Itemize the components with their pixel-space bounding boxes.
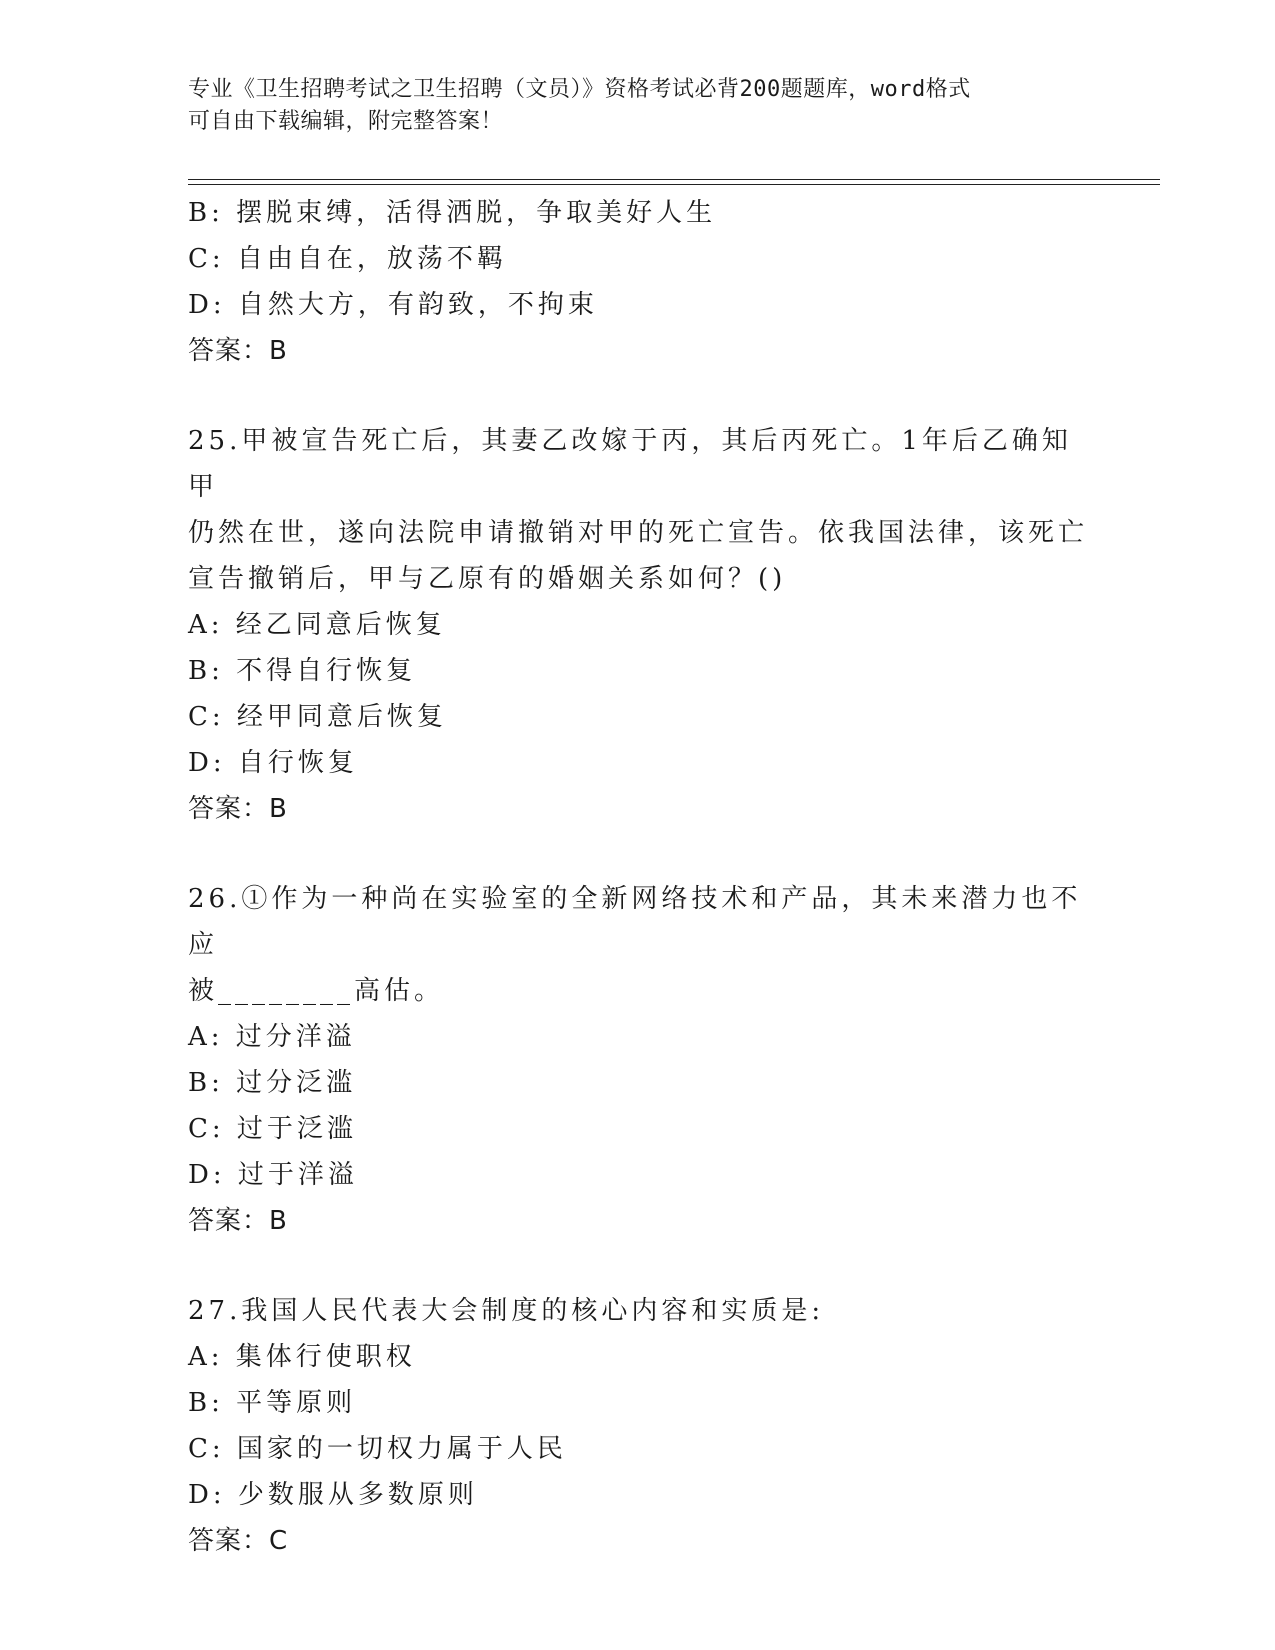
question-text-line: 27.我国人民代表大会制度的核心内容和实质是:: [188, 1296, 825, 1326]
question-text-line: 宣告撤销后，甲与乙原有的婚姻关系如何？(): [188, 564, 787, 594]
answer-line: 答案：B: [188, 794, 288, 824]
document-body: [188, 190, 1088, 1564]
question-27: [188, 1288, 1088, 1564]
question-25: [188, 418, 1088, 832]
option-b: B: 过分泛滥: [188, 1068, 357, 1098]
option-d: D: 少数服从多数原则: [188, 1480, 478, 1510]
option-a: A: 集体行使职权: [188, 1342, 416, 1372]
option-a: A: 过分洋溢: [188, 1022, 356, 1052]
option-a: A: 经乙同意后恢复: [188, 610, 446, 640]
question-text-line: 仍然在世，遂向法院申请撤销对甲的死亡宣告。依我国法律，该死亡: [188, 518, 1089, 548]
header-divider-thin: [188, 184, 1160, 185]
option-c: C: 国家的一切权力属于人民: [188, 1434, 567, 1464]
option-c: C: 经甲同意后恢复: [188, 702, 447, 732]
header-divider-thick: [188, 179, 1160, 180]
question-26: [188, 876, 1088, 1244]
answer-line: 答案：B: [188, 336, 288, 366]
header-line-2: 可自由下载编辑，附完整答案！: [188, 109, 504, 134]
option-b: B: 平等原则: [188, 1388, 357, 1418]
question-text-line: 26.①作为一种尚在实验室的全新网络技术和产品，其未来潜力也不应: [188, 884, 1082, 960]
previous-question-tail: [188, 190, 1088, 374]
answer-line: 答案：C: [188, 1526, 289, 1556]
header-line-1: 专业《卫生招聘考试之卫生招聘（文员）》资格考试必背200题题库，word格式: [188, 77, 971, 102]
answer-line: 答案：B: [188, 1206, 288, 1236]
option-c: C: 过于泛滥: [188, 1114, 357, 1144]
option-b: B: 摆脱束缚，活得洒脱，争取美好人生: [188, 198, 717, 228]
option-d: D: 自行恢复: [188, 748, 358, 778]
option-d: D: 过于洋溢: [188, 1160, 358, 1190]
option-b: B: 不得自行恢复: [188, 656, 417, 686]
question-text-line: 25.甲被宣告死亡后，其妻乙改嫁于丙，其后丙死亡。1年后乙确知甲: [188, 426, 1072, 502]
option-c: C: 自由自在，放荡不羁: [188, 244, 507, 274]
question-text-line: 被________高估。: [188, 976, 445, 1006]
document-header: [188, 74, 1088, 138]
option-d: D: 自然大方，有韵致，不拘束: [188, 290, 598, 320]
